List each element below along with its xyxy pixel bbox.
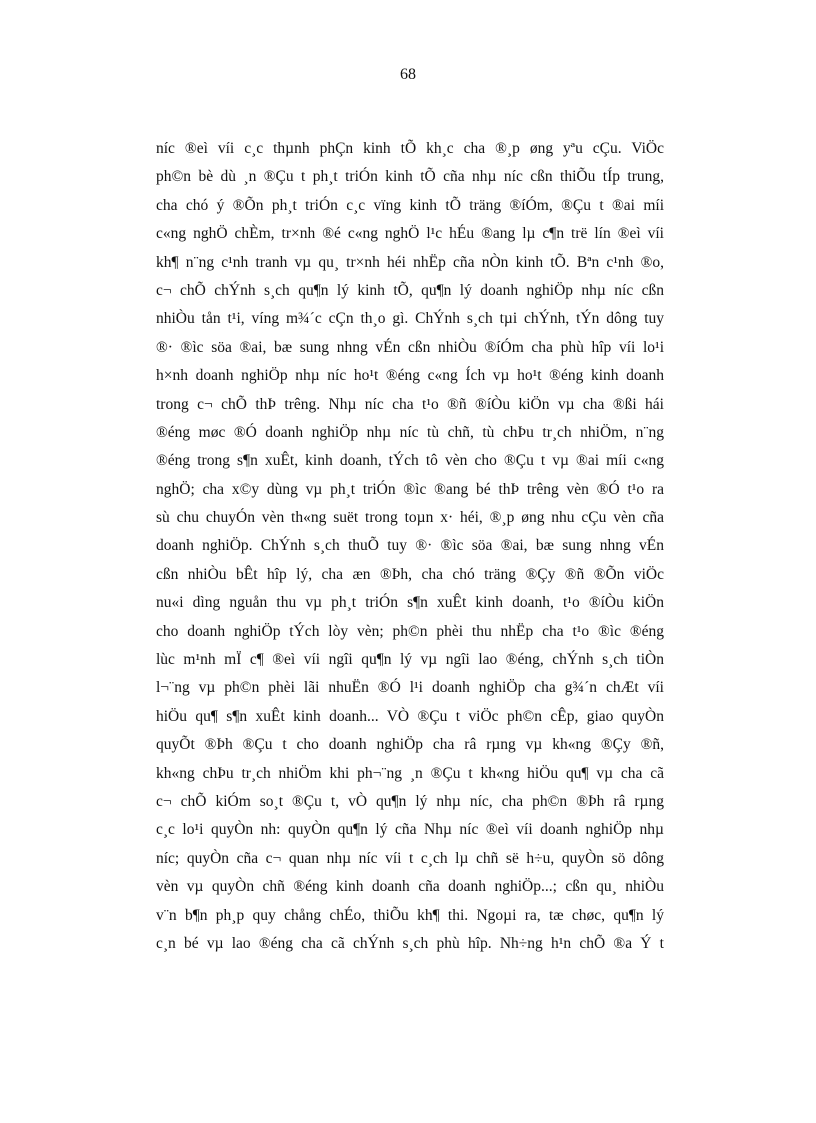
text-line: c¸c lo¹i quyÒn nh: quyÒn qu¶n lý cña Nhµ níc ®eì víi doanh nghiÖp nhµ <box>156 821 664 839</box>
text-line: cha chó ý ®Õn ph¸t triÓn c¸c vïng kinh tÕ träng ®íÓm, ®Çu t ®ai míi <box>156 196 664 214</box>
text-line: nu«i dìng nguån thu vµ ph¸t triÓn s¶n xuÊt kinh doanh, t¹o ®íÒu kiÖn <box>156 594 664 612</box>
text-line: c¬ chÕ kiÓm so¸t ®Çu t, vÒ qu¶n lý nhµ níc, cha ph©n ®Þh râ rµng <box>156 792 664 810</box>
page-number: 68 <box>400 66 416 83</box>
text-line: vèn vµ quyÒn chñ ®éng kinh doanh cña doanh nghiÖp...; cßn qu¸ nhiÒu <box>156 878 664 896</box>
text-line: lùc m¹nh mÏ c¶ ®eì víi ngîi qu¶n lý vµ ngîi lao ®éng, chÝnh s¸ch tiÒn <box>156 651 664 669</box>
text-line: kh«ng chÞu tr¸ch nhiÖm khi ph¬¨ng ¸n ®Çu t kh«ng hiÖu qu¶ vµ cha cã <box>156 764 664 782</box>
text-line: níc ®eì víi c¸c thµnh phÇn kinh tÕ kh¸c cha ®¸p øng yªu cÇu. ViÖc <box>156 140 664 157</box>
text-line: trong c¬ chÕ thÞ trêng. Nhµ níc cha t¹o ®ñ ®íÒu kiÖn vµ cha ®ßi hái <box>156 395 664 413</box>
text-line: hiÖu qu¶ s¶n xuÊt kinh doanh... VÒ ®Çu t viÖc ph©n cÊp, giao quyÒn <box>156 707 664 725</box>
text-line: ph©n bè dù ¸n ®Çu t ph¸t triÓn kinh tÕ cña nhµ níc cßn thiÕu tÍp trung, <box>156 168 664 186</box>
text-line: kh¶ n¨ng c¹nh tranh vµ qu¸ tr×nh héi nhËp cña nÒn kinh tÕ. Bªn c¹nh ®o, <box>156 253 664 271</box>
text-line: cßn nhiÒu bÊt hîp lý, cha æn ®Þh, cha chó träng ®Çy ®ñ ®Õn viÖc <box>156 565 664 583</box>
text-line: c«ng nghÖ chÈm, tr×nh ®é c«ng nghÖ l¹c hÉu ®ang lµ c¶n trë lín ®eì víi <box>156 225 664 243</box>
text-line: sù chu chuyÓn vèn th«ng suët trong toµn x· héi, ®¸p øng nhu cÇu vèn cña <box>156 509 664 527</box>
text-line: níc; quyÒn cña c¬ quan nhµ níc víi t c¸ch lµ chñ së h÷u, quyÒn sö dông <box>156 849 664 867</box>
text-line: quyÕt ®Þh ®Çu t cho doanh nghiÖp cha râ rµng vµ kh«ng ®Çy ®ñ, <box>156 736 664 754</box>
text-line: c¸n bé vµ lao ®éng cha cã chÝnh s¸ch phù hîp. Nh÷ng h¹n chÕ ®a Ý t <box>156 934 664 952</box>
text-line: v¨n b¶n ph¸p quy chång chÉo, thiÕu kh¶ thi. Ngoµi ra, tæ chøc, qu¶n lý <box>156 906 664 924</box>
text-line: l¬¨ng vµ ph©n phèi lãi nhuËn ®Ó l¹i doanh nghiÖp cha g¾´n chÆt víi <box>156 679 664 697</box>
text-line: nhiÒu tån t¹i, víng m¾´c cÇn th¸o gì. ChÝnh s¸ch tµi chÝnh, tÝn dông tuy <box>156 310 664 328</box>
text-line: c¬ chÕ chÝnh s¸ch qu¶n lý kinh tÕ, qu¶n lý doanh nghiÖp nhµ níc cßn <box>156 281 664 299</box>
text-line: h×nh doanh nghiÖp nhµ níc ho¹t ®éng c«ng Ích vµ ho¹t ®éng kinh doanh <box>156 367 664 385</box>
body-text <box>156 135 664 958</box>
text-line: ®éng møc ®Ó doanh nghiÖp nhµ níc tù chñ, tù chÞu tr¸ch nhiÖm, n¨ng <box>156 423 664 441</box>
text-line: ®éng trong s¶n xuÊt, kinh doanh, tÝch tô vèn cho ®Çu t vµ ®ai míi c«ng <box>156 452 664 470</box>
text-line: doanh nghiÖp. ChÝnh s¸ch thuÕ tuy ®· ®ìc söa ®ai, bæ sung nhng vÉn <box>156 537 664 555</box>
text-line: nghÖ; cha x©y dùng vµ ph¸t triÓn ®ìc ®ang bé thÞ trêng vèn ®Ó t¹o ra <box>156 480 664 498</box>
text-line: cho doanh nghiÖp tÝch lòy vèn; ph©n phèi thu nhËp cha t¹o ®ìc ®éng <box>156 622 664 640</box>
text-line: ®· ®ìc söa ®ai, bæ sung nhng vÉn cßn nhiÒu ®íÓm cha phù hîp víi lo¹i <box>156 338 664 356</box>
